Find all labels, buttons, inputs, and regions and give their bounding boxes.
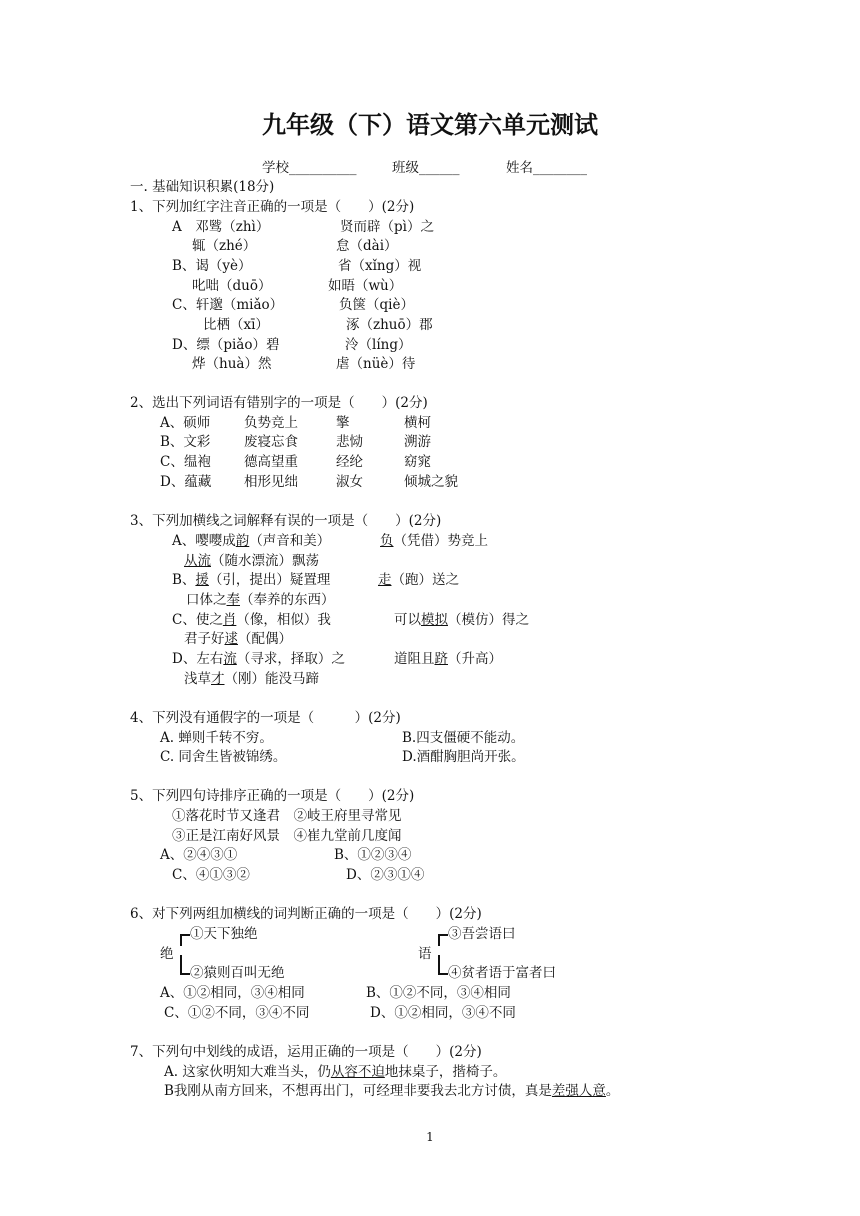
q2-row-b-3: 悲恸 xyxy=(336,434,363,450)
q2-row-a-3: 擎 xyxy=(336,415,350,431)
section-heading: 一. 基础知识积累(18分) xyxy=(130,179,275,195)
school-field: 学校__________ xyxy=(262,160,357,176)
class-field: 班级______ xyxy=(392,160,460,176)
q3-option-a-item3: 从流（随水漂流）飘荡 xyxy=(184,553,319,569)
q3-option-b-item3: 口体之奉（奉养的东西） xyxy=(186,592,335,608)
q1-option-d: D、缥（piǎo）碧 xyxy=(172,337,280,353)
q5-poem-line-1: ①落花时节又逢君 ②岐王府里寻常见 xyxy=(172,808,402,824)
q2-row-a-4: 横柯 xyxy=(404,415,431,431)
q6-group1-item1: ①天下独绝 xyxy=(190,926,258,942)
q1-option-a-item4: 怠（dài） xyxy=(336,238,398,254)
q3-option-b-item2: 走（跑）送之 xyxy=(378,572,459,588)
q3-option-a: A、嘤嘤成韵（声音和美） xyxy=(172,533,331,549)
brace-top-1 xyxy=(180,934,190,946)
q4-option-c: C. 同舍生皆被锦绣。 xyxy=(160,749,287,765)
q1-option-b-item3: 叱咄（duō） xyxy=(192,278,272,294)
q6-group2-item2: ④贫者语于富者曰 xyxy=(448,965,556,981)
q5-option-d: D、②③①④ xyxy=(346,867,425,883)
q6-group2-word: 语 xyxy=(418,946,432,962)
q6-stem: 6、对下列两组加横线的词判断正确的一项是（ ）(2分) xyxy=(130,906,482,922)
q1-option-c-item2: 负箧（qiè） xyxy=(339,297,414,313)
q1-option-c: C、轩邈（miǎo） xyxy=(172,297,284,313)
q3-option-b: B、援（引，提出）疑置理 xyxy=(172,572,331,588)
q1-option-b: B、谒（yè） xyxy=(172,258,252,274)
q2-stem: 2、选出下列词语有错别字的一项是（ ）(2分) xyxy=(130,395,428,411)
q4-option-a: A. 蝉则千转不穷。 xyxy=(160,730,273,746)
brace-top-2 xyxy=(438,934,448,946)
q2-row-c-2: 德高望重 xyxy=(244,454,298,470)
q1-option-b-item4: 如晤（wù） xyxy=(328,278,403,294)
q2-row-c-3: 经纶 xyxy=(336,454,363,470)
q1-option-c-item3: 比栖（xī） xyxy=(203,317,269,333)
q2-row-a-2: 负势竞上 xyxy=(244,415,298,431)
q6-option-c: C、①②不同，③④不同 xyxy=(164,1005,310,1021)
q6-group1-item2: ②猿则百叫无绝 xyxy=(190,965,285,981)
q7-option-b: B我刚从南方回来，不想再出门，可经理非要我去北方讨债，真是差强人意。 xyxy=(164,1083,620,1099)
brace-bottom-1 xyxy=(180,955,190,975)
q1-option-a-item2: 贤而辟（pì）之 xyxy=(340,219,434,235)
q1-option-a: A 邓骘（zhì） xyxy=(172,219,270,235)
q1-option-b-item2: 省（xǐng）视 xyxy=(338,258,422,274)
q1-option-d-item4: 虐（nüè）待 xyxy=(336,356,416,372)
q4-option-d: D.酒酣胸胆尚开张。 xyxy=(402,749,525,765)
q2-row-b-4: 溯游 xyxy=(404,434,431,450)
q6-option-b: B、①②不同，③④相同 xyxy=(366,985,511,1001)
q6-option-a: A、①②相同，③④相同 xyxy=(160,985,305,1001)
q5-option-c: C、④①③② xyxy=(172,867,250,883)
q3-option-c-item3: 君子好逑（配偶） xyxy=(184,631,292,647)
q5-poem-line-2: ③正是江南好风景 ④崔九堂前几度闻 xyxy=(172,828,402,844)
q2-row-d-2: 相形见绌 xyxy=(244,474,298,490)
q3-option-c-item2: 可以模拟（模仿）得之 xyxy=(394,612,529,628)
q3-stem: 3、下列加横线之词解释有误的一项是（ ）(2分) xyxy=(130,513,442,529)
q3-option-c: C、使之肖（像，相似）我 xyxy=(172,612,331,628)
q3-option-a-item2: 负（凭借）势竞上 xyxy=(380,533,488,549)
q5-stem: 5、下列四句诗排序正确的一项是（ ）(2分) xyxy=(130,788,415,804)
q1-option-c-item4: 涿（zhuō）郡 xyxy=(346,317,433,333)
q1-stem: 1、下列加红字注音正确的一项是（ ）(2分) xyxy=(130,199,415,215)
q3-option-d-item3: 浅草才（刚）能没马蹄 xyxy=(184,671,319,687)
q7-option-a: A. 这家伙明知大难当头，仍从容不迫地抹桌子，揩椅子。 xyxy=(164,1064,507,1080)
q5-option-b: B、①②③④ xyxy=(334,847,412,863)
brace-bottom-2 xyxy=(438,955,448,975)
q5-option-a: A、②④③① xyxy=(160,847,238,863)
q2-row-d-3: 淑女 xyxy=(336,474,363,490)
q6-option-d: D、①②相同，③④不同 xyxy=(370,1005,516,1021)
q1-option-d-item2: 泠（líng） xyxy=(345,337,412,353)
document-title: 九年级（下）语文第六单元测试 xyxy=(262,111,598,139)
name-field: 姓名________ xyxy=(506,160,587,176)
q2-row-c-1: C、缊袍 xyxy=(160,454,211,470)
q2-row-b-2: 废寝忘食 xyxy=(244,434,298,450)
q1-option-d-item3: 烨（huà）然 xyxy=(192,356,272,372)
q4-stem: 4、下列没有通假字的一项是（ ）(2分) xyxy=(130,710,401,726)
q2-row-b-1: B、文彩 xyxy=(160,434,211,450)
page-number: 1 xyxy=(426,1130,434,1144)
q1-option-a-item3: 辄（zhé） xyxy=(192,238,257,254)
q7-stem: 7、下列句中划线的成语，运用正确的一项是（ ）(2分) xyxy=(130,1044,482,1060)
q2-row-d-4: 倾城之貌 xyxy=(404,474,458,490)
q2-row-a-1: A、硕师 xyxy=(160,415,211,431)
q6-group1-word: 绝 xyxy=(160,946,174,962)
q3-option-d-item2: 道阻且跻（升高） xyxy=(394,651,502,667)
q2-row-c-4: 窈窕 xyxy=(404,454,431,470)
q2-row-d-1: D、蕴藏 xyxy=(160,474,212,490)
q6-group2-item1: ③吾尝语曰 xyxy=(448,926,516,942)
q3-option-d: D、左右流（寻求，择取）之 xyxy=(172,651,345,667)
q4-option-b: B.四支僵硬不能动。 xyxy=(402,730,525,746)
